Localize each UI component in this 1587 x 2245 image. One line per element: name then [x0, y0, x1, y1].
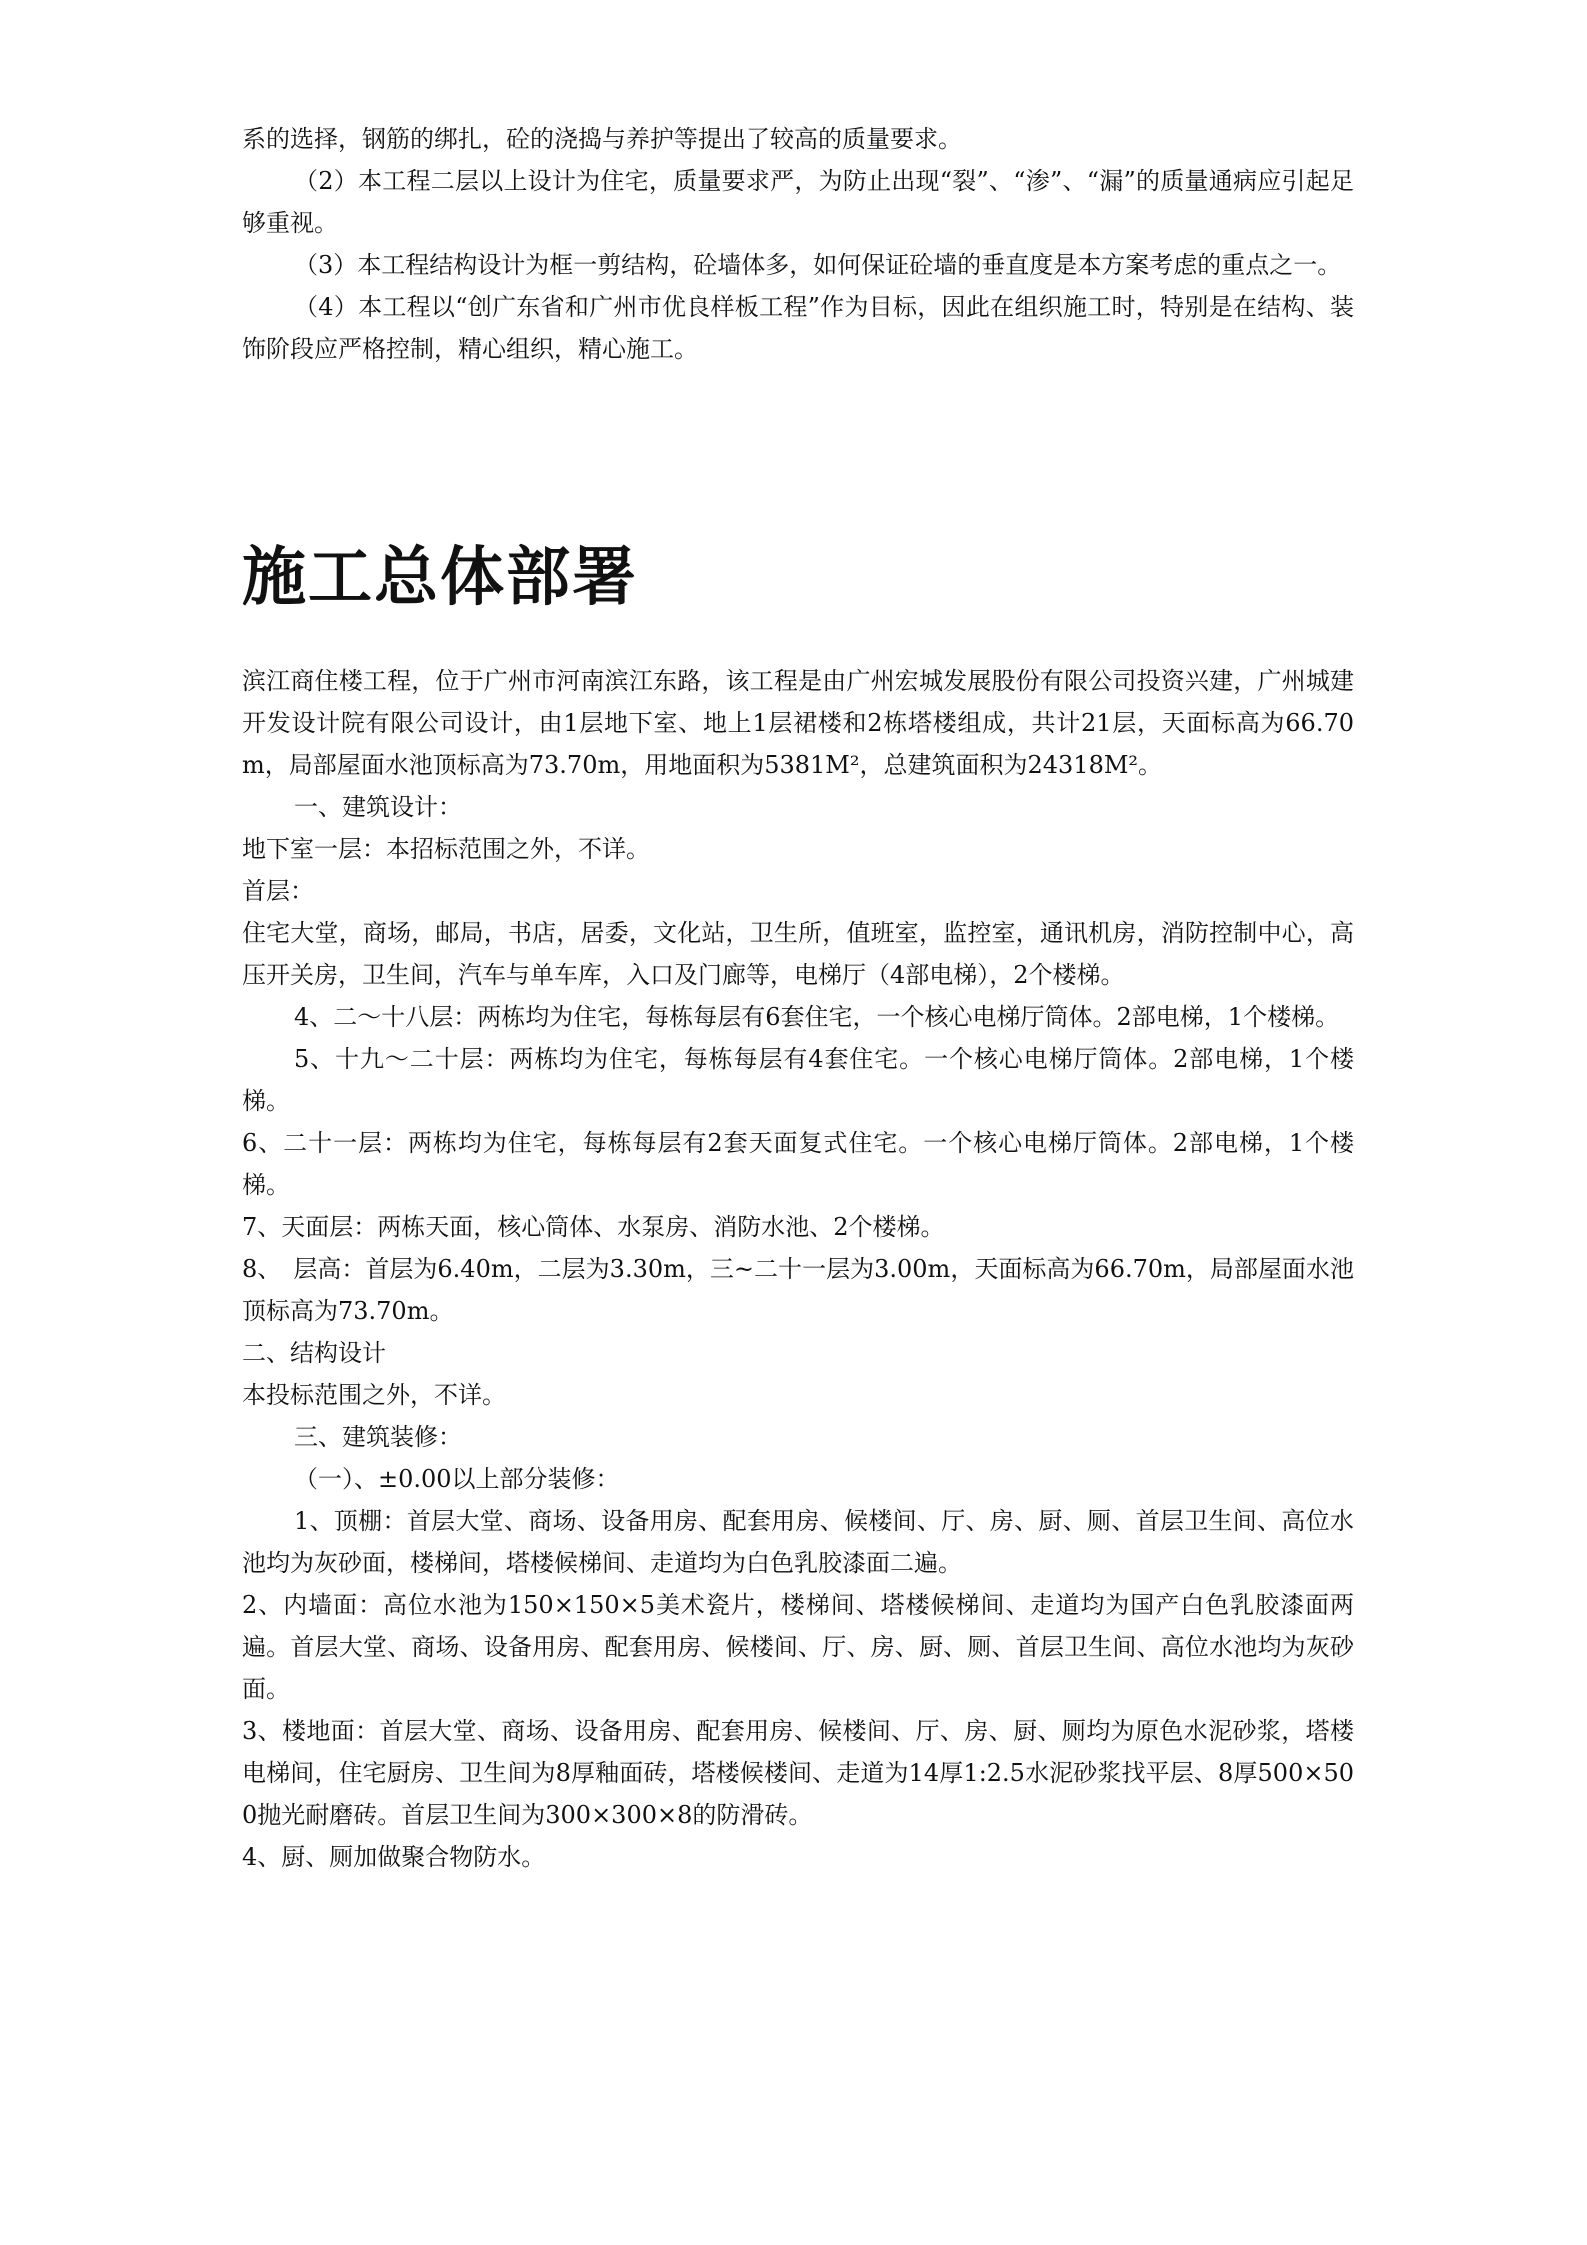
decoration-item-3: 3、楼地面：首层大堂、商场、设备用房、配套用房、候楼间、厅、房、厨、厕均为原色水泥砂浆，塔楼电梯间，住宅厨房、卫生间为8厚釉面砖，塔楼候楼间、走道为14厚1:2.5水泥砂浆找平层、8厚500×500抛光耐磨砖。首层卫生间为300×300×8的防滑砖。 — [242, 1717, 1354, 1829]
ground-floor-label: 首层： — [242, 877, 314, 905]
floors-19-20-text: 5、十九～二十层：两栋均为住宅，每栋每层有4套住宅。一个核心电梯厅筒体。2部电梯，1个楼梯。 — [242, 1045, 1354, 1115]
intro-paragraph-4: （4）本工程以“创广东省和广州市优良样板工程”作为目标，因此在组织施工时，特别是在结构、装饰阶段应严格控制，精心组织，精心施工。 — [242, 293, 1354, 363]
roof-level-text: 7、天面层：两栋天面，核心筒体、水泵房、消防水池、2个楼梯。 — [242, 1213, 945, 1241]
basement-text: 地下室一层：本招标范围之外，不详。 — [242, 835, 650, 863]
intro-paragraph-3: （3）本工程结构设计为框一剪结构，砼墙体多，如何保证砼墙的垂直度是本方案考虑的重点之一。 — [294, 251, 1342, 279]
intro-paragraph-1: 系的选择，钢筋的绑扎，砼的浇捣与养护等提出了较高的质量要求。 — [242, 125, 962, 153]
project-overview: 滨江商住楼工程，位于广州市河南滨江东路，该工程是由广州宏城发展股份有限公司投资兴建，广州城建开发设计院有限公司设计，由1层地下室、地上1层裙楼和2栋塔楼组成，共计21层，天面标高为66.70m，局部屋面水池顶标高为73.70m，用地面积为5381M²，总建筑面积为24318M²。 — [242, 667, 1354, 779]
decoration-item-1: 1、顶棚：首层大堂、商场、设备用房、配套用房、候楼间、厅、房、厨、厕、首层卫生间、高位水池均为灰砂面，楼梯间，塔楼候梯间、走道均为白色乳胶漆面二遍。 — [242, 1507, 1354, 1577]
decoration-subheading: （一）、±0.00以上部分装修： — [294, 1465, 620, 1493]
structure-heading: 二、结构设计 — [242, 1339, 386, 1367]
floors-2-18-text: 4、二～十八层：两栋均为住宅，每栋每层有6套住宅，一个核心电梯厅筒体。2部电梯，1个楼梯。 — [294, 1003, 1340, 1031]
architecture-heading: 一、建筑设计： — [294, 793, 462, 821]
floor-21-text: 6、二十一层：两栋均为住宅，每栋每层有2套天面复式住宅。一个核心电梯厅筒体。2部电梯，1个楼梯。 — [242, 1129, 1354, 1199]
storey-height-text: 8、 层高：首层为6.40m，二层为3.30m，三~二十一层为3.00m，天面标高为66.70m，局部屋面水池顶标高为73.70m。 — [242, 1255, 1354, 1325]
decoration-heading: 三、建筑装修： — [294, 1423, 462, 1451]
document-page — [242, 118, 1354, 1878]
structure-description: 本投标范围之外，不详。 — [242, 1381, 506, 1409]
section-title: 施工总体部署 — [242, 541, 638, 615]
decoration-item-4: 4、厨、厕加做聚合物防水。 — [242, 1843, 546, 1871]
ground-floor-description: 住宅大堂，商场，邮局，书店，居委，文化站，卫生所，值班室，监控室，通讯机房，消防控制中心，高压开关房，卫生间，汽车与单车库，入口及门廊等，电梯厅（4部电梯），2个楼梯。 — [242, 919, 1354, 989]
intro-paragraph-2: （2）本工程二层以上设计为住宅，质量要求严，为防止出现“裂”、“渗”、“漏”的质量通病应引起足够重视。 — [242, 167, 1354, 237]
decoration-item-2: 2、内墙面：高位水池为150×150×5美术瓷片，楼梯间、塔楼候梯间、走道均为国产白色乳胶漆面两遍。首层大堂、商场、设备用房、配套用房、候楼间、厅、房、厨、厕、首层卫生间、高位水池均为灰砂面。 — [242, 1591, 1354, 1703]
